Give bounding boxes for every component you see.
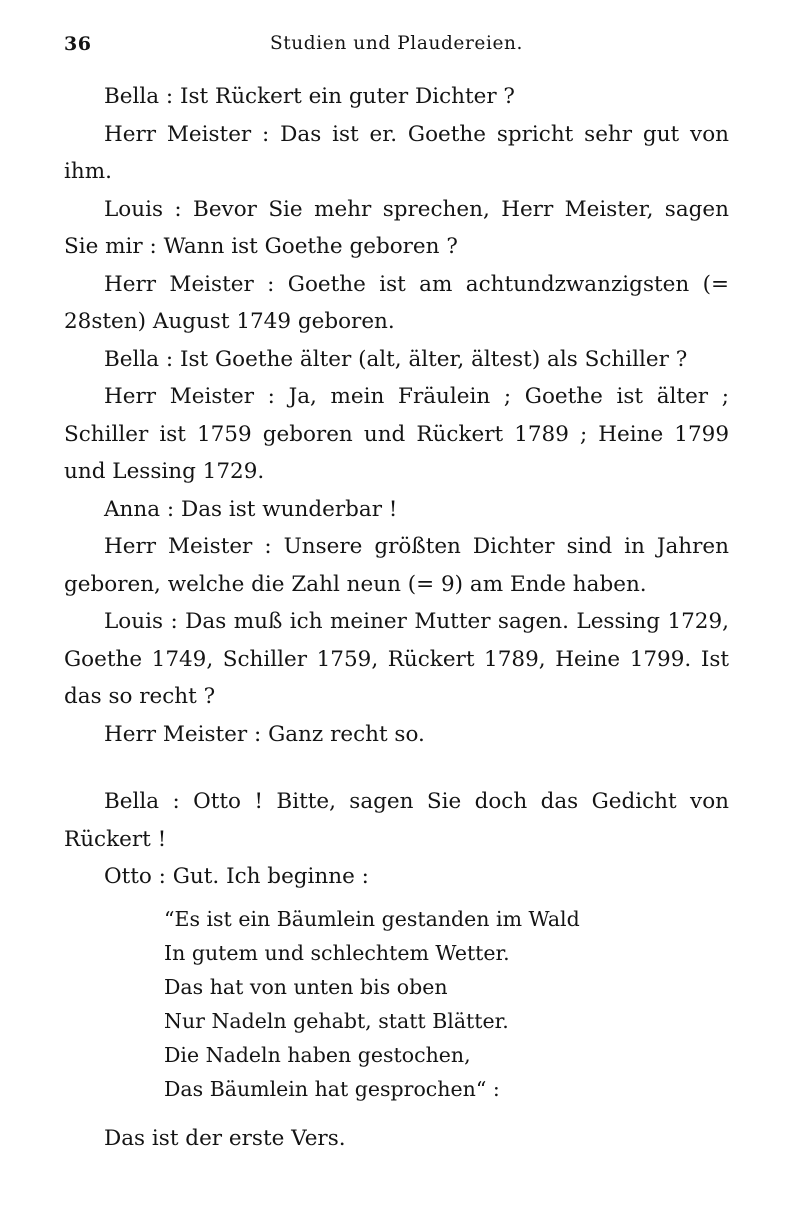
dialogue-line: Bella : Ist Rückert ein guter Dichter ? xyxy=(104,84,515,109)
dialogue-line: Herr Meister : Ganz recht so. xyxy=(104,721,425,747)
dialogue-line: Louis : Das muß ich meiner Mutter sagen. Lessing 1729, Goethe 1749, Schiller 1759, Rückert 1789, Heine 1799. Ist das so recht ? xyxy=(64,609,729,709)
dialogue-line: Otto : Gut. Ich beginne : xyxy=(104,864,369,889)
page-number: 36 xyxy=(64,33,92,55)
poem-line: Nur Nadeln gehabt, statt Blätter. xyxy=(164,1008,509,1033)
dialogue-line: Anna : Das ist wunderbar ! xyxy=(104,496,398,522)
closing-line: Das ist der erste Vers. xyxy=(104,1125,346,1151)
poem-block xyxy=(64,902,729,1106)
dialogue-line: Bella : Otto ! Bitte, sagen Sie doch das Gedicht von Rückert ! xyxy=(64,789,729,852)
dialogue-line: Herr Meister : Unsere größten Dichter sind in Jahren geboren, welche die Zahl neun (= 9) am Ende haben. xyxy=(64,534,729,597)
poem-line: Das Bäumlein hat gesprochen“ : xyxy=(164,1076,500,1101)
dialogue-line: Herr Meister : Das ist er. Goethe spricht sehr gut von ihm. xyxy=(64,121,729,184)
dialogue-line: Herr Meister : Ja, mein Fräulein ; Goethe ist älter ; Schiller ist 1759 geboren und Rückert 1789 ; Heine 1799 und Lessing 1729. xyxy=(64,384,729,484)
section-gap xyxy=(64,753,729,783)
dialogue-line: Herr Meister : Goethe ist am achtundzwanzigsten (= 28sten) August 1749 geboren. xyxy=(64,271,729,334)
page-header xyxy=(64,33,729,59)
poem-line: Die Nadeln haben gestochen, xyxy=(164,1042,471,1067)
poem-line: “Es ist ein Bäumlein gestanden im Wald xyxy=(164,906,580,931)
poem-line: Das hat von unten bis oben xyxy=(164,974,448,999)
body-text xyxy=(64,78,729,1157)
running-title: Studien und Plaudereien. xyxy=(269,33,524,54)
dialogue-line: Louis : Bevor Sie mehr sprechen, Herr Meister, sagen Sie mir : Wann ist Goethe geboren ? xyxy=(64,196,729,259)
dialogue-line: Bella : Ist Goethe älter (alt, älter, ältest) als Schiller ? xyxy=(104,346,688,372)
poem-line: In gutem und schlechtem Wetter. xyxy=(164,940,510,965)
